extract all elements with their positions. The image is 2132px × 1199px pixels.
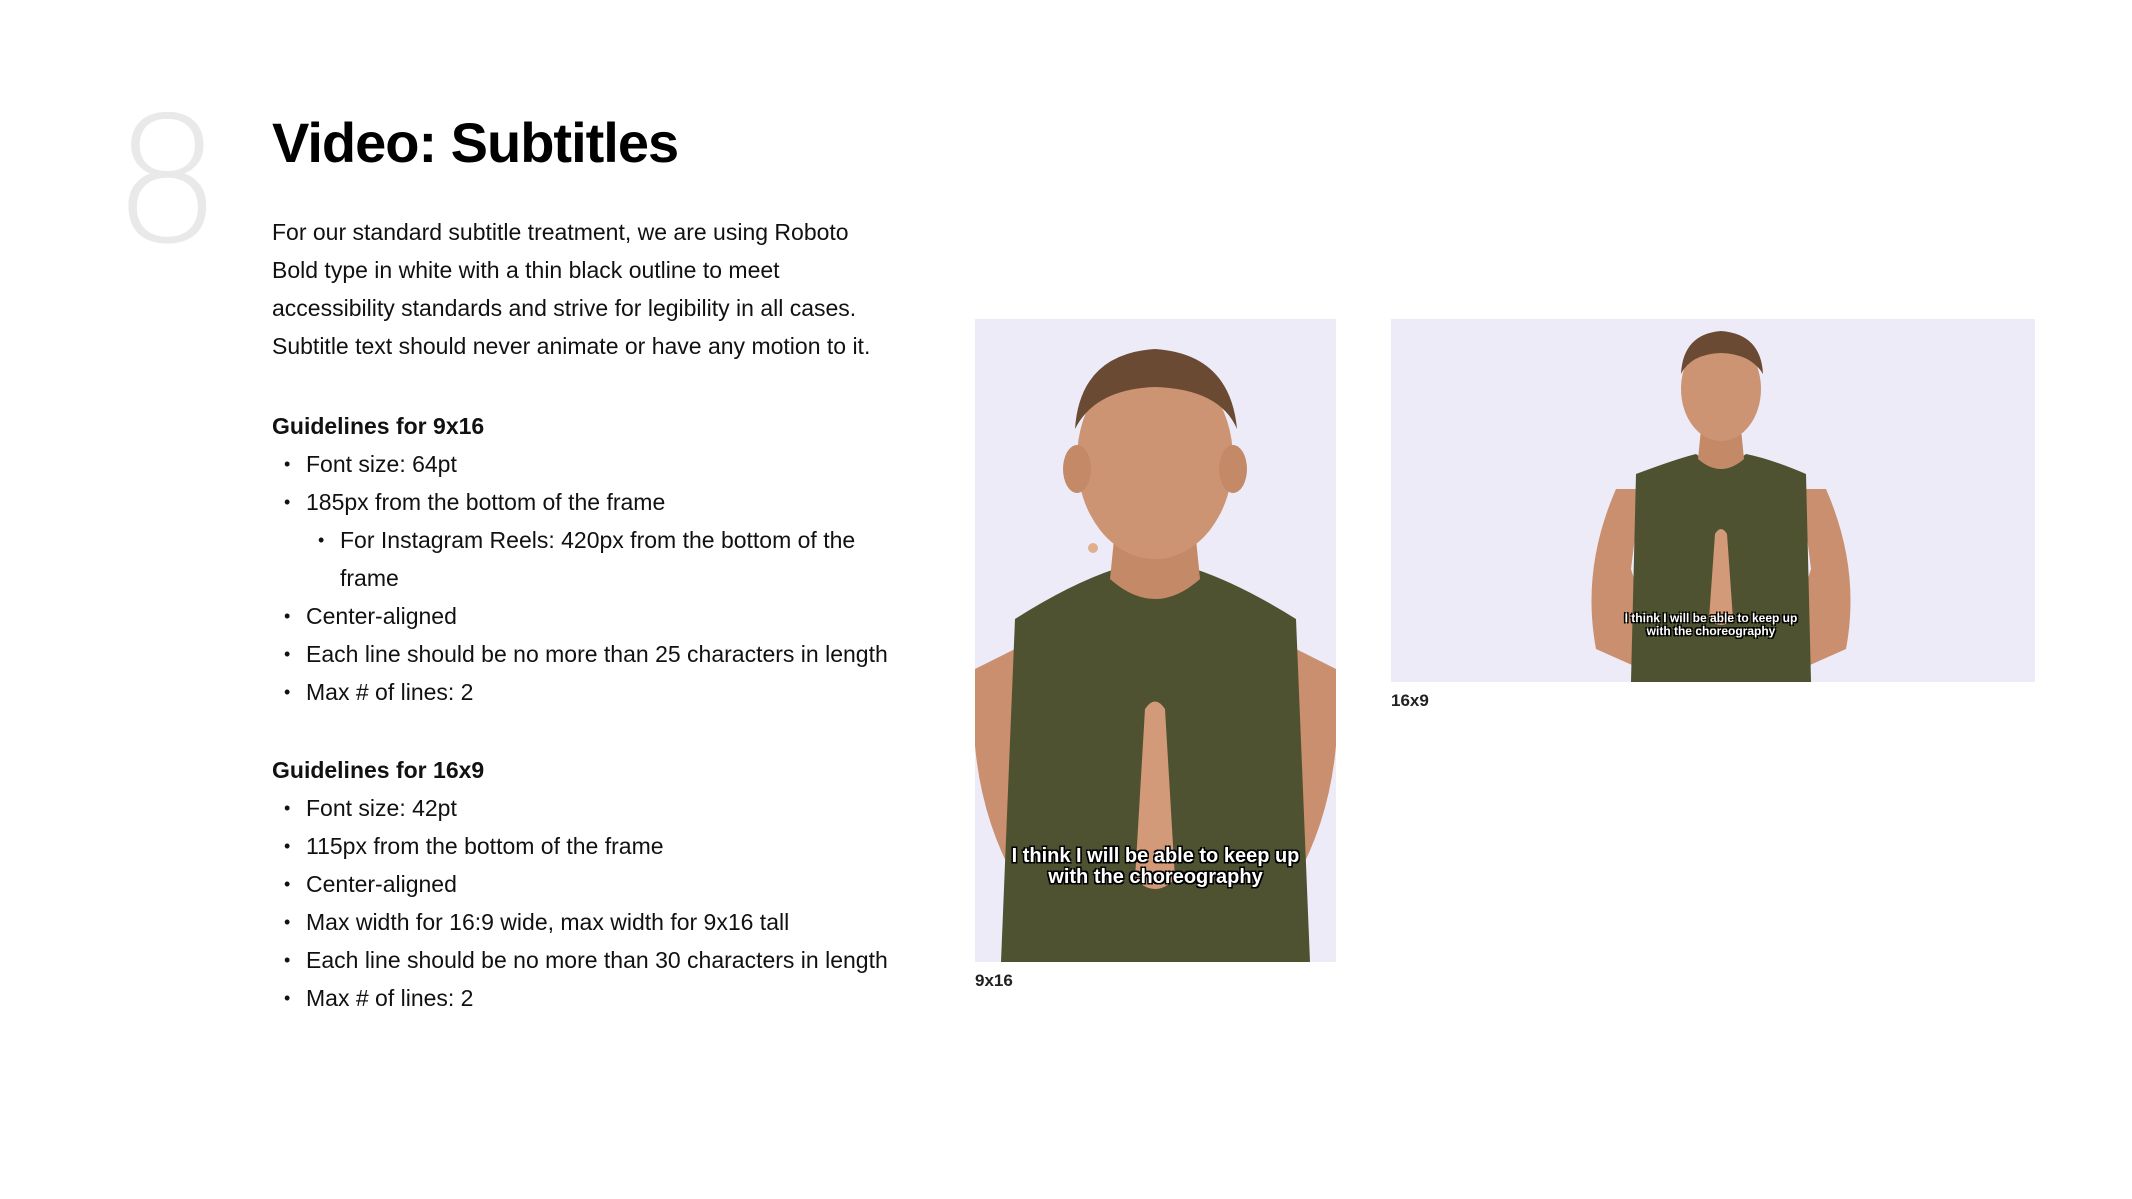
list-item: • Font size: 64pt	[272, 445, 892, 483]
list-item: • Max # of lines: 2	[272, 673, 892, 711]
list-item: • Max width for 16:9 wide, max width for 9x16 tall	[272, 903, 892, 941]
list-item: • Center-aligned	[272, 597, 892, 635]
list-item: • 115px from the bottom of the frame	[272, 827, 892, 865]
subtitle-line-1: I think I will be able to keep up	[1011, 845, 1300, 867]
portrait-video-frame	[975, 319, 1336, 962]
portrait-subtitle	[975, 846, 1336, 888]
list-item: • Max # of lines: 2	[272, 979, 892, 1017]
landscape-caption: 16x9	[1391, 691, 1429, 710]
landscape-subtitle	[1561, 612, 1861, 637]
guidelines-9x16-heading: Guidelines for 9x16	[272, 413, 485, 439]
landscape-video-frame	[1391, 319, 2035, 682]
guidelines-9x16	[272, 407, 892, 711]
guidelines-16x9	[272, 751, 892, 1017]
guidelines-16x9-heading: Guidelines for 16x9	[272, 757, 485, 783]
list-item: • Each line should be no more than 30 characters in length	[272, 941, 892, 979]
guidelines-16x9-list	[272, 789, 892, 1017]
page-number: 8	[112, 80, 223, 283]
subtitle-line-2: with the choreography	[1048, 866, 1263, 888]
page-title: Video: Subtitles	[272, 111, 679, 174]
intro-paragraph: For our standard subtitle treatment, we are using Roboto Bold type in white with a thin black outline to meet accessibility standards and strive for legibility in all cases. Subtitle text should never animate or have any motion to it.	[272, 219, 871, 359]
subtitle-line-2: with the choreography	[1646, 623, 1776, 638]
portrait-caption: 9x16	[975, 971, 1013, 990]
list-item: • Font size: 42pt	[272, 789, 892, 827]
subtitle-line-1: I think I will be able to keep up	[1624, 611, 1798, 625]
list-item: • 185px from the bottom of the frame	[272, 483, 892, 521]
list-item: • Each line should be no more than 25 characters in length	[272, 635, 892, 673]
list-item: • For Instagram Reels: 420px from the bottom of the frame	[272, 521, 892, 597]
guidelines-9x16-list	[272, 445, 892, 711]
list-item: • Center-aligned	[272, 865, 892, 903]
